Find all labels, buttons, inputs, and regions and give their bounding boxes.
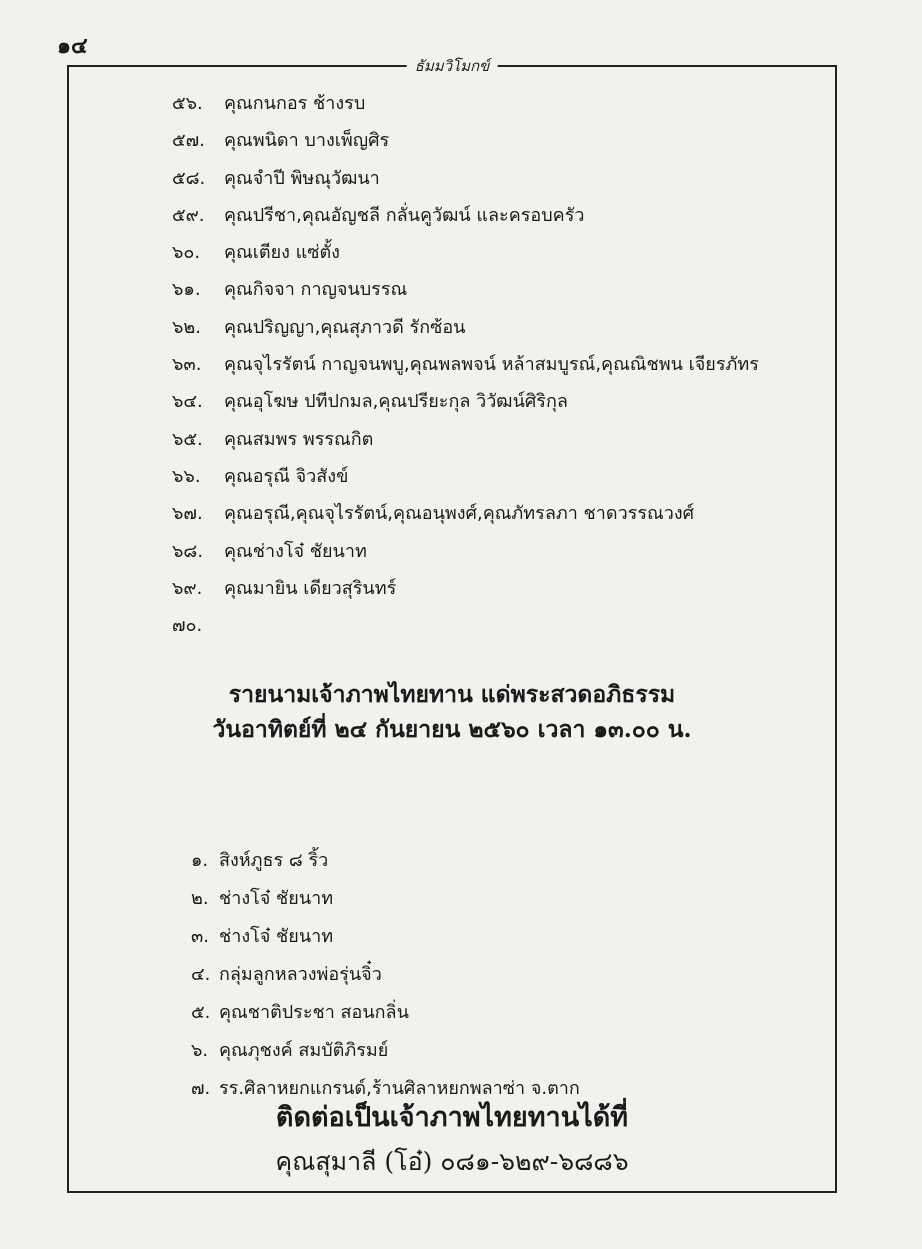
item-name: คุณสมพร พรรณกิต bbox=[224, 428, 374, 450]
list-item bbox=[172, 85, 759, 122]
item-name: กลุ่มลูกหลวงพ่อรุ่นจิ๋ว bbox=[219, 964, 382, 985]
list-item bbox=[191, 994, 580, 1032]
list-item bbox=[172, 197, 759, 234]
list-item bbox=[172, 533, 759, 570]
item-number: ๖๐. bbox=[172, 242, 201, 264]
item-name: คุณปริญญา,คุณสุภาวดี รักซ้อน bbox=[224, 316, 466, 338]
item-name: ช่างโจ๋ ชัยนาท bbox=[219, 888, 334, 909]
item-number: ๖๑. bbox=[172, 279, 201, 301]
list-item bbox=[172, 458, 759, 495]
item-number: ๖๔. bbox=[172, 391, 203, 413]
contact-title: ติดต่อเป็นเจ้าภาพไทยทานได้ที่ bbox=[275, 1102, 629, 1133]
item-number: ๖๓. bbox=[172, 354, 202, 376]
running-header: ธัมมวิโมกข์ bbox=[407, 54, 498, 78]
list-item bbox=[172, 607, 759, 644]
list-item bbox=[191, 918, 580, 956]
list-item bbox=[172, 271, 759, 308]
list-item bbox=[172, 570, 759, 607]
list-item bbox=[172, 122, 759, 159]
item-number: ๒. bbox=[191, 888, 209, 909]
item-name: คุณอรุณี จิวสังข์ bbox=[224, 465, 349, 487]
item-name: ช่างโจ๋ ชัยนาท bbox=[219, 926, 334, 947]
item-number: ๖๘. bbox=[172, 540, 204, 562]
item-number: ๗๐. bbox=[172, 615, 203, 637]
item-name: สิงห์ภูธร ๘ ริ้ว bbox=[219, 850, 329, 871]
item-number: ๔. bbox=[191, 964, 211, 985]
list-item bbox=[172, 309, 759, 346]
item-number: ๖๒. bbox=[172, 316, 202, 338]
item-number: ๕. bbox=[191, 1002, 211, 1023]
list-item bbox=[191, 956, 580, 994]
item-name: คุณอุโฆษ ปทีปกมล,คุณปรียะกุล วิวัฒน์ศิริกุล bbox=[224, 391, 568, 413]
section-heading: รายนามเจ้าภาพไทยทาน แด่พระสวดอภิธรรม bbox=[228, 681, 676, 708]
host-list bbox=[191, 842, 580, 1108]
item-name: คุณพนิดา บางเพ็ญศิร bbox=[224, 130, 390, 152]
item-number: ๖๕. bbox=[172, 428, 203, 450]
item-name: คุณอรุณี,คุณจุไรรัตน์,คุณอนุพงศ์,คุณภัทรลภา ชาดวรรณวงศ์ bbox=[224, 503, 695, 525]
item-number: ๕๗. bbox=[172, 130, 205, 152]
list-item bbox=[191, 1032, 580, 1070]
item-name: คุณภุชงค์ สมบัติภิรมย์ bbox=[219, 1040, 389, 1061]
item-name: คุณชาติประชา สอนกลิ่น bbox=[219, 1002, 409, 1023]
list-item bbox=[172, 495, 759, 532]
item-number: ๑. bbox=[191, 850, 209, 871]
item-number: ๓. bbox=[191, 926, 210, 947]
item-name: รร.ศิลาหยกแกรนด์,ร้านศิลาหยกพลาซ่า จ.ตาก bbox=[219, 1078, 580, 1099]
section-subheading: วันอาทิตย์ที่ ๒๔ กันยายน ๒๕๖๐ เวลา ๑๓.๐๐ น. bbox=[212, 716, 692, 743]
list-item bbox=[191, 842, 580, 880]
content-frame bbox=[67, 57, 837, 1193]
list-item bbox=[172, 234, 759, 271]
list-item bbox=[172, 383, 759, 420]
item-name: คุณปรีชา,คุณอัญชลี กลั่นคูวัฒน์ และครอบครัว bbox=[224, 204, 585, 226]
contact-phone: คุณสุมาลี (โอ๋) ๐๘๑-๖๒๙-๖๘๘๖ bbox=[275, 1147, 629, 1176]
item-name: คุณกนกอร ช้างรบ bbox=[224, 93, 366, 114]
list-item bbox=[172, 160, 759, 197]
list-item bbox=[172, 346, 759, 383]
item-name: คุณช่างโจ๋ ชัยนาท bbox=[224, 540, 367, 562]
item-name: คุณกิจจา กาญจนบรรณ bbox=[224, 279, 408, 301]
item-number: ๖๗. bbox=[172, 503, 203, 525]
list-item bbox=[172, 421, 759, 458]
item-number: ๗. bbox=[191, 1078, 211, 1099]
item-name: คุณจุไรรัตน์ กาญจนพบู,คุณพลพจน์ หล้าสมบูรณ์,คุณณิชพน เจียรภัทร bbox=[224, 354, 759, 376]
item-name: คุณเตียง แซ่ตั้ง bbox=[224, 242, 340, 264]
page-number: ๑๔ bbox=[57, 33, 88, 59]
item-number: ๕๙. bbox=[172, 204, 205, 226]
donor-list bbox=[172, 85, 759, 644]
item-number: ๖. bbox=[191, 1040, 209, 1061]
item-number: ๕๘. bbox=[172, 167, 206, 189]
item-name: คุณจำปี พิษณุวัฒนา bbox=[224, 167, 380, 189]
item-number: ๕๖. bbox=[172, 93, 203, 114]
item-name: คุณมายิน เดียวสุรินทร์ bbox=[224, 577, 397, 599]
item-number: ๖๖. bbox=[172, 465, 201, 487]
list-item bbox=[191, 880, 580, 918]
item-number: ๖๙. bbox=[172, 577, 203, 599]
